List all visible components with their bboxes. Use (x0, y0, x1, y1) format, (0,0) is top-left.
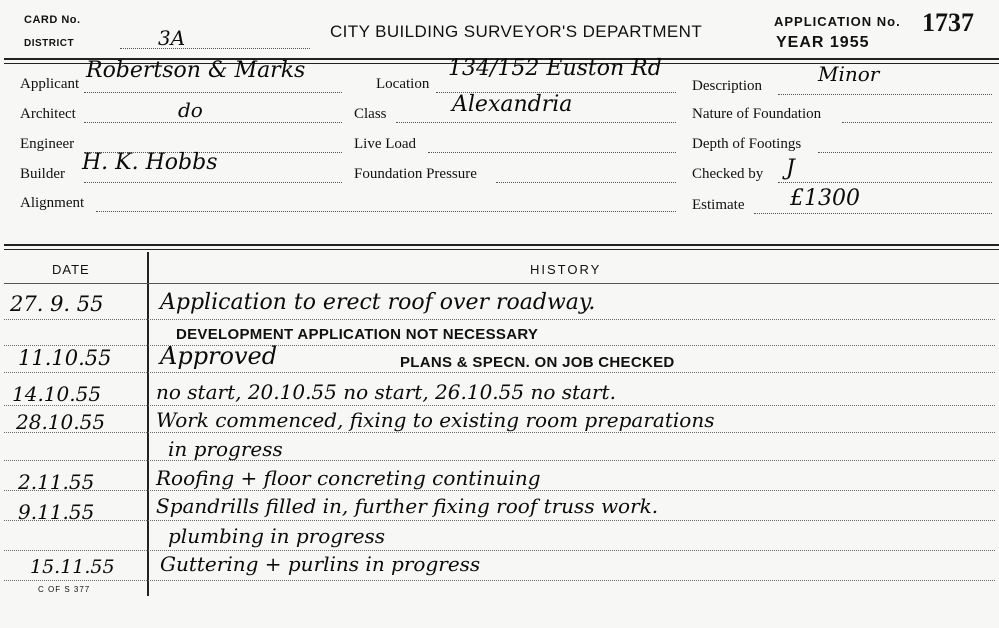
date-header: DATE (52, 262, 90, 277)
location-value: 134/152 Euston Rd (448, 56, 662, 81)
estimate-dotline (754, 213, 992, 214)
district-value: 3A (158, 26, 186, 50)
history-line (4, 490, 995, 491)
class-dotline (396, 122, 676, 123)
class-label: Class (354, 106, 387, 122)
description-label: Description (692, 78, 762, 94)
history-entry: Work commenced, fixing to existing room preparations (156, 408, 715, 432)
nature-of-foundation-label: Nature of Foundation (692, 106, 822, 122)
history-entry: Roofing + floor concreting continuing (156, 466, 541, 490)
history-line (4, 345, 995, 346)
history-line (4, 319, 995, 320)
builder-label: Builder (20, 166, 65, 182)
architect-dotline (84, 122, 342, 123)
foundation-pressure-label: Foundation Pressure (354, 166, 477, 182)
history-date: 11.10.55 (18, 346, 112, 370)
depth-of-footings-label: Depth of Footings (692, 136, 802, 152)
alignment-dotline (96, 211, 676, 212)
form-code: C OF S 377 (38, 585, 91, 594)
builder-dotline (84, 182, 342, 183)
history-entry: Approved (160, 342, 278, 370)
location-label: Location (376, 76, 430, 92)
description-dotline (778, 94, 992, 95)
history-line (4, 550, 995, 551)
card-no-label: CARD No. (24, 14, 81, 26)
history-line (4, 580, 995, 581)
applicant-label: Applicant (20, 76, 80, 92)
estimate-value: £1300 (790, 186, 860, 211)
class-value: Alexandria (452, 92, 573, 117)
applicant-dotline (84, 92, 342, 93)
history-header-rule (4, 283, 999, 284)
applicant-value: Robertson & Marks (86, 58, 306, 83)
history-date: 14.10.55 (12, 382, 102, 406)
history-date: 9.11.55 (18, 500, 95, 524)
department-title: CITY BUILDING SURVEYOR'S DEPARTMENT (330, 22, 703, 41)
application-number: 1737 (922, 8, 974, 37)
district-label: DISTRICT (24, 38, 75, 49)
checked-by-dotline (778, 182, 992, 183)
checked-by-label: Checked by (692, 166, 764, 182)
live-load-label: Live Load (354, 136, 417, 152)
alignment-label: Alignment (20, 195, 85, 211)
estimate-label: Estimate (692, 197, 745, 213)
history-entry: in progress (168, 437, 283, 461)
history-entry: Guttering + purlins in progress (160, 552, 481, 576)
history-line (4, 432, 995, 433)
foundation-pressure-dotline (496, 182, 676, 183)
nature-of-foundation-dotline (842, 122, 992, 123)
history-date: 27. 9. 55 (10, 292, 104, 316)
history-date: 2.11.55 (18, 470, 95, 494)
plans-checked-stamp: PLANS & SPECN. ON JOB CHECKED (400, 354, 675, 371)
architect-value: do (178, 98, 203, 122)
district-dotline (120, 48, 310, 49)
history-entry: plumbing in progress (168, 524, 386, 548)
history-entry: Spandrills filled in, further fixing roof truss work. (156, 494, 659, 518)
history-rule-top (4, 244, 999, 246)
engineer-label: Engineer (20, 136, 75, 152)
live-load-dotline (428, 152, 676, 153)
history-header: HISTORY (530, 262, 602, 277)
depth-of-footings-dotline (818, 152, 992, 153)
history-date: 15.11.55 (30, 556, 115, 578)
builder-value: H. K. Hobbs (82, 150, 218, 175)
year-label: YEAR 1955 (776, 34, 870, 51)
description-value: Minor (818, 62, 880, 86)
history-line (4, 460, 995, 461)
history-date: 28.10.55 (16, 410, 106, 434)
history-line (4, 372, 995, 373)
history-line (4, 520, 995, 521)
history-entry: no start, 20.10.55 no start, 26.10.55 no start. (156, 380, 616, 404)
history-entry: Application to erect roof over roadway. (160, 290, 596, 315)
architect-label: Architect (20, 106, 76, 122)
history-rule-bottom (4, 249, 999, 250)
development-stamp: DEVELOPMENT APPLICATION NOT NECESSARY (176, 326, 539, 343)
application-label: APPLICATION No. (774, 14, 901, 29)
date-column-divider (147, 252, 149, 596)
history-line (4, 405, 995, 406)
checked-by-value: J (786, 156, 795, 181)
